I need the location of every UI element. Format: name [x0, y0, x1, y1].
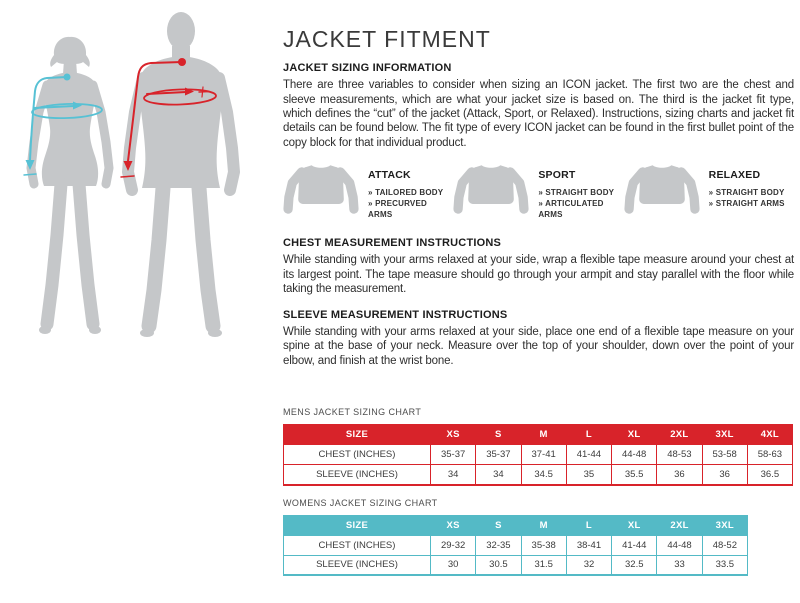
jacket-icon: [624, 159, 700, 217]
fit-types-row: [283, 159, 794, 221]
female-right-foot: [89, 326, 101, 334]
male-right-arm: [219, 78, 234, 190]
header-cell: 3XL: [702, 425, 747, 445]
table-cell: 32: [566, 555, 611, 575]
header-cell: XL: [612, 425, 657, 445]
table-cell: 35-37: [431, 445, 476, 465]
section-heading-sleeve: SLEEVE MEASUREMENT INSTRUCTIONS: [283, 308, 508, 321]
fit-type-attack: [283, 159, 453, 221]
table-cell: 41-44: [612, 535, 657, 555]
header-cell: M: [521, 515, 566, 535]
table-cell: 34: [476, 465, 521, 485]
section-heading-chest: CHEST MEASUREMENT INSTRUCTIONS: [283, 237, 502, 250]
header-cell: M: [521, 425, 566, 445]
row-label-cell: SLEEVE (INCHES): [284, 465, 431, 485]
jacket-sizing-text: There are three variables to consider when sizing an ICON jacket. The first two are the chest and sleeve measurements, which are what your jacket size is based on. The third is the jacket fit type, which defines the “cut” of the jacket (Attack, Sport, or Relaxed). Instructions, sizing charts and jacket fit details can be found below. The fit type of every ICON jacket can be found in the first bullet point of the copy block for that individual product.: [283, 79, 794, 149]
row-label-cell: CHEST (INCHES): [284, 535, 431, 555]
row-label-cell: CHEST (INCHES): [284, 445, 431, 465]
table-cell: 30: [431, 555, 476, 575]
fit-type-name: ATTACK: [368, 169, 411, 182]
table-header-row: [284, 515, 748, 535]
fit-type-feature: » STRAIGHT BODY: [538, 188, 615, 198]
female-left-foot: [39, 326, 51, 334]
womens-chart-label: WOMENS JACKET SIZING CHART: [283, 497, 438, 508]
section-heading-jacket-sizing: JACKET SIZING INFORMATION: [283, 62, 452, 74]
header-cell: S: [476, 425, 521, 445]
table-cell: 48-53: [657, 445, 702, 465]
sleeve-instructions-text: While standing with your arms relaxed at your side, place one end of a flexible tape measure on your spine at the base of your neck. Measure over the top of your shoulder, down over the point of your elbow, and finish at the wrist bone.: [283, 325, 794, 367]
table-header-row: [284, 425, 793, 445]
content-column: [283, 0, 794, 576]
table-cell: 35-38: [521, 535, 566, 555]
table-row: [284, 465, 793, 485]
fit-type-feature: » STRAIGHT ARMS: [708, 199, 785, 209]
header-cell: L: [566, 515, 611, 535]
table-cell: 53-58: [702, 445, 747, 465]
table-cell: 33.5: [702, 555, 747, 575]
header-cell: S: [476, 515, 521, 535]
male-left-leg: [149, 188, 163, 326]
table-row: [284, 535, 748, 555]
female-figure: [31, 37, 109, 334]
fit-type-feature: » ARTICULATED ARMS: [538, 199, 604, 220]
table-cell: 36: [702, 465, 747, 485]
fit-type-name: SPORT: [538, 169, 576, 182]
mens-chart-label: MENS JACKET SIZING CHART: [283, 407, 422, 418]
table-cell: 35-37: [476, 445, 521, 465]
body-measurement-illustration: [0, 0, 280, 345]
header-cell: 4XL: [747, 425, 792, 445]
male-head: [167, 12, 195, 50]
table-cell: 34.5: [521, 465, 566, 485]
row-label-cell: SLEEVE (INCHES): [284, 555, 431, 575]
male-right-foot: [208, 329, 222, 337]
table-row: [284, 445, 793, 465]
table-cell: 34: [431, 465, 476, 485]
table-row: [284, 555, 748, 575]
header-cell: L: [566, 425, 611, 445]
table-cell: 58-63: [747, 445, 792, 465]
header-cell: SIZE: [284, 425, 431, 445]
table-cell: 44-48: [657, 535, 702, 555]
jacket-icon: [453, 159, 529, 217]
male-sleeve-end-tick: [121, 176, 134, 177]
table-cell: 35.5: [612, 465, 657, 485]
header-cell: 2XL: [657, 425, 702, 445]
table-cell: 32.5: [612, 555, 657, 575]
female-left-leg: [47, 184, 61, 324]
table-cell: 36: [657, 465, 702, 485]
fit-type-feature: » PRECURVED ARMS: [368, 199, 427, 220]
fit-type-sport: [453, 159, 623, 221]
fit-type-name: RELAXED: [708, 169, 761, 182]
header-cell: 3XL: [702, 515, 747, 535]
table-cell: 44-48: [612, 445, 657, 465]
fit-type-feature: » STRAIGHT BODY: [708, 188, 785, 198]
female-neck: [63, 60, 77, 74]
header-cell: SIZE: [284, 515, 431, 535]
header-cell: XS: [431, 425, 476, 445]
fit-type-relaxed: [624, 159, 794, 221]
chest-instructions-text: While standing with your arms relaxed at your side, wrap a flexible tape measure around your chest at its largest point. The tape measure should go through your armpit and stay parallel with the floor while taking the measurement.: [283, 254, 794, 296]
header-cell: 2XL: [657, 515, 702, 535]
table-cell: 31.5: [521, 555, 566, 575]
table-cell: 30.5: [476, 555, 521, 575]
table-cell: 36.5: [747, 465, 792, 485]
male-right-leg: [199, 188, 213, 326]
table-cell: 33: [657, 555, 702, 575]
table-cell: 35: [566, 465, 611, 485]
male-torso: [139, 56, 224, 188]
mens-sizing-table: [283, 424, 793, 486]
table-cell: 32-35: [476, 535, 521, 555]
page-title: JACKET FITMENT: [283, 26, 491, 52]
table-cell: 29-32: [431, 535, 476, 555]
table-cell: 48-52: [702, 535, 747, 555]
table-cell: 41-44: [566, 445, 611, 465]
header-cell: XS: [431, 515, 476, 535]
table-cell: 37-41: [521, 445, 566, 465]
male-left-foot: [140, 329, 154, 337]
header-cell: XL: [612, 515, 657, 535]
jacket-icon: [283, 159, 359, 217]
female-sleeve-end-tick: [24, 174, 36, 175]
table-cell: 38-41: [566, 535, 611, 555]
female-right-leg: [79, 184, 93, 324]
womens-sizing-table: [283, 515, 748, 577]
fit-type-feature: » TAILORED BODY: [368, 188, 444, 198]
